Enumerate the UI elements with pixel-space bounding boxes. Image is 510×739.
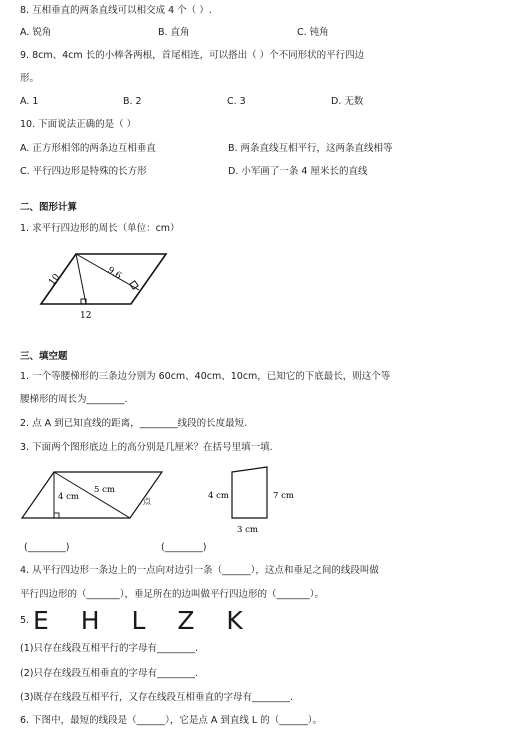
q10-option-d: D. 小军画了一条 4 厘米长的直线 — [228, 166, 368, 177]
label-base-12: 12 — [80, 311, 92, 321]
parallelogram-figure — [30, 246, 180, 324]
q8-option-a: A. 锐角 — [20, 27, 52, 38]
label-4cm: 4 cm — [58, 492, 79, 502]
q9-option-d: D. 无数 — [331, 96, 364, 107]
label-right-7cm: 7 cm — [273, 491, 294, 501]
trapezoid-outline — [232, 467, 267, 518]
label-side-10: 10 — [47, 272, 63, 288]
section-3-q5-3: (3)既存在线段互相平行，又存在线段互相垂直的字母有________. — [20, 692, 293, 703]
right-angle-mark-2 — [54, 513, 59, 518]
q8-option-c: C. 钝角 — [297, 27, 329, 38]
q9-stem: 9. 8cm、4cm 长的小棒各两根，首尾相连，可以搭出（ ）个不同形状的平行四边 — [20, 50, 365, 61]
section-3-title: 三、填空题 — [20, 351, 68, 362]
q5-letters: E H L Z K — [33, 606, 255, 635]
q10-stem: 10. 下面说法正确的是（ ） — [20, 119, 137, 130]
answer-blank-2[interactable]: (________) — [161, 542, 207, 553]
label-dot: 点 — [143, 497, 151, 506]
section-3-q1-line2: 腰梯形的周长为________. — [20, 394, 128, 405]
answer-blank-1[interactable]: (________) — [24, 542, 70, 553]
section-3-q2: 2. 点 A 到已知直线的距离，________线段的长度最短. — [20, 418, 248, 429]
label-bottom-3cm: 3 cm — [237, 525, 258, 535]
section-3-q1-line1: 1. 一个等腰梯形的三条边分别为 60cm、40cm、10cm，已知它的下底最长，则这个等 — [20, 371, 391, 382]
height-line-to-base — [76, 254, 86, 304]
q8-option-b: B. 直角 — [158, 27, 190, 38]
label-left-4cm: 4 cm — [208, 491, 229, 501]
q8-stem: 8. 互相垂直的两条直线可以相交成 4 个（ ）. — [20, 5, 212, 16]
q9-option-b: B. 2 — [123, 96, 142, 107]
section-3-q3: 3. 下面两个图形底边上的高分别是几厘米？在括号里填一填. — [20, 442, 273, 453]
q10-option-a: A. 正方形相邻的两条边互相垂直 — [20, 143, 156, 154]
q9-option-a: A. 1 — [20, 96, 39, 107]
section-3-q5-number: 5. — [20, 615, 30, 626]
section-2-q1: 1. 求平行四边形的周长（单位：cm） — [20, 223, 180, 234]
section-3-q5-1: (1)只存在线段互相平行的字母有________. — [20, 643, 198, 654]
section-3-q5-2: (2)只存在线段互相垂直的字母有________. — [20, 668, 198, 679]
parallelogram-height-figure — [18, 466, 168, 524]
section-3-q4-line1: 4. 从平行四边形一条边上的一点向对边引一条（______），这点和垂足之间的线段叫做 — [20, 565, 379, 576]
section-3-q4-line2: 平行四边形的（_______），垂足所在的边叫做平行四边形的（_______）。 — [20, 589, 325, 600]
q9-stem-cont: 形。 — [20, 73, 40, 84]
trapezoid-figure — [205, 464, 305, 538]
q10-option-c: C. 平行四边形是特殊的长方形 — [20, 166, 147, 177]
q9-option-c: C. 3 — [227, 96, 246, 107]
section-3-q6: 6. 下图中，最短的线段是（______），它是点 A 到直线 L 的（______）。 — [20, 715, 322, 726]
label-height-9-6: 9.6 — [105, 265, 123, 282]
label-5cm: 5 cm — [94, 485, 115, 495]
q10-option-b: B. 两条直线互相平行，这两条直线相等 — [228, 143, 393, 154]
section-2-title: 二、图形计算 — [20, 202, 78, 213]
